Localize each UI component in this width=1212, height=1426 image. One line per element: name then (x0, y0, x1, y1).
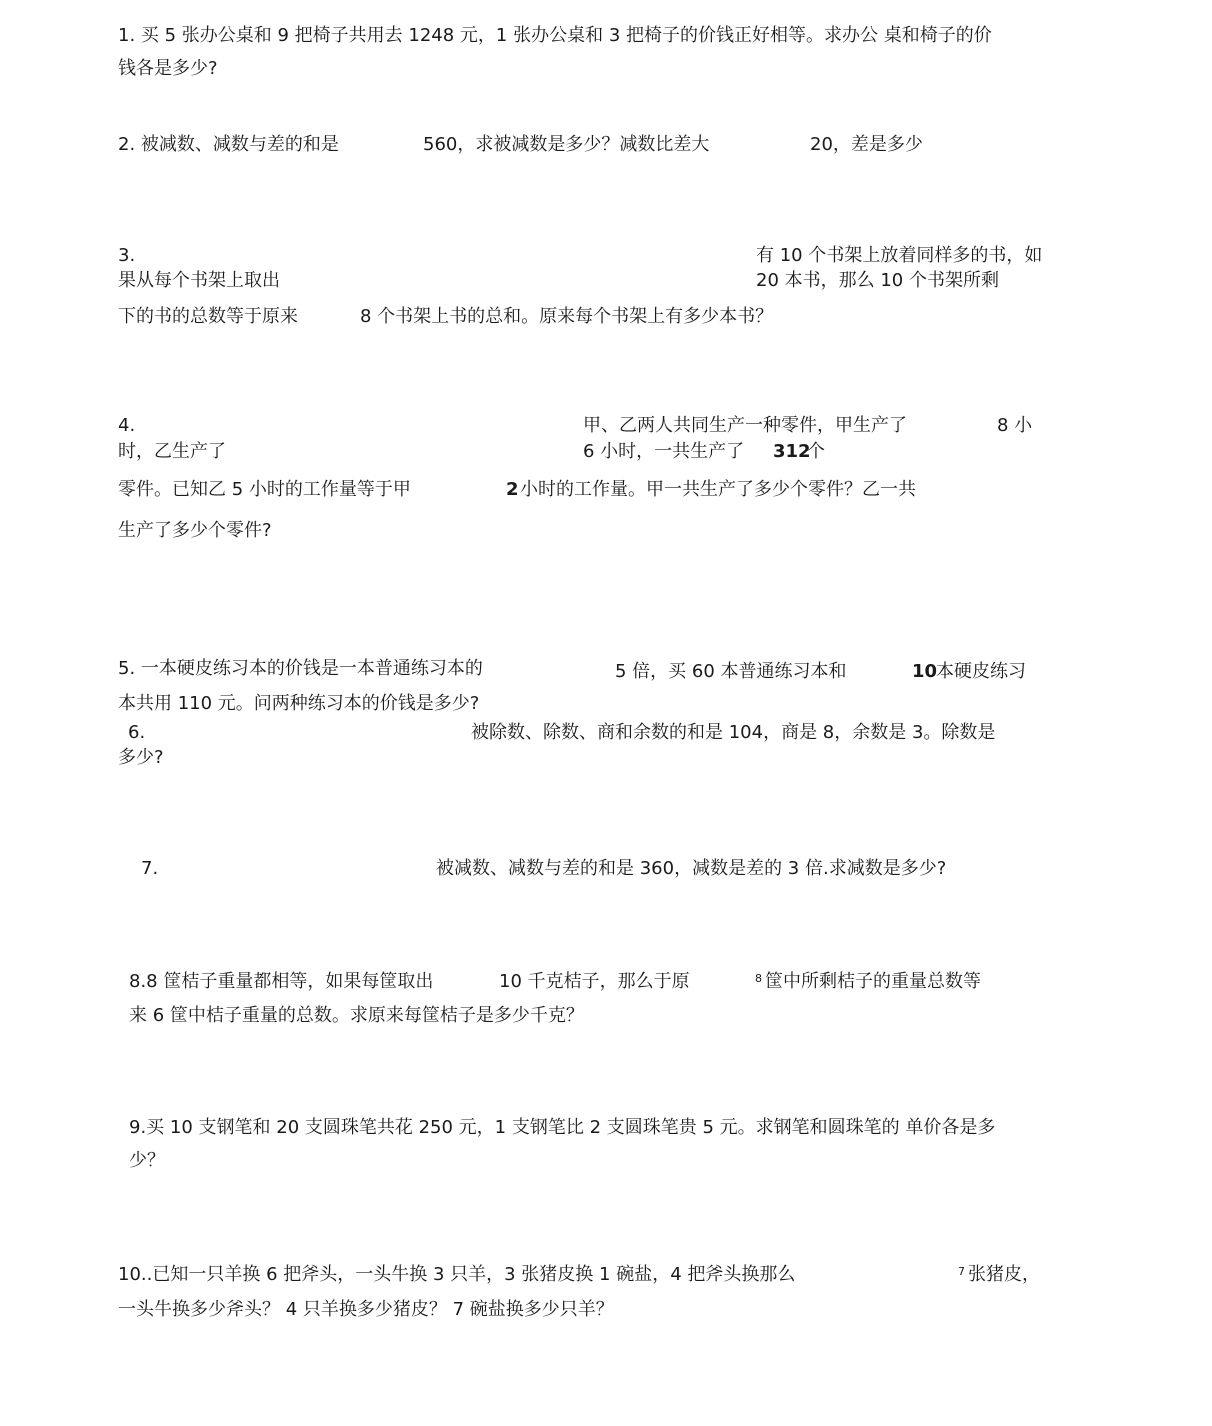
problem-4-part-1: 甲、乙两人共同生产一种零件，甲生产了 (583, 415, 907, 436)
problem-3-part-5: 8 个书架上书的总和。原来每个书架上有多少本书？ (360, 306, 774, 327)
problem-7-number: 7. (141, 858, 159, 879)
problem-7-part-1: 被减数、减数与差的和是 360，减数是差的 3 倍.求减数是多少? (436, 858, 947, 879)
problem-4-part-8: 2 (506, 479, 519, 500)
problem-1-line-1: 1. 买 5 张办公桌和 9 把椅子共用去 1248 元，1 张办公桌和 3 把椅子的价钱正好相等。求办公 桌和椅子的价 (118, 25, 992, 46)
problem-4-part-9: 小时的工作量。甲一共生产了多少个零件？乙一共 (520, 479, 916, 500)
problem-5-part-5: 本共用 110 元。问两种练习本的价钱是多少? (118, 693, 480, 714)
problem-3-part-1: 有 10 个书架上放着同样多的书，如 (756, 245, 1043, 266)
problem-4-number: 4. (118, 415, 136, 436)
problem-6-part-2: 多少? (118, 747, 164, 768)
problem-5-part-4: 本硬皮练习 (936, 661, 1026, 682)
problem-10-part-4: 一头牛换多少斧头？ 4 只羊换多少猪皮？ 7 碗盐换多少只羊？ (118, 1299, 614, 1320)
problem-8-part-3: 8 (755, 972, 762, 985)
problem-6-part-1: 被除数、除数、商和余数的和是 104，商是 8，余数是 3。除数是 (471, 722, 996, 743)
problem-2-part-2: 560，求被减数是多少？减数比差大 (423, 134, 710, 155)
problem-9-line-2: 少？ (129, 1150, 165, 1171)
problem-4-part-3: 时，乙生产了 (118, 441, 226, 462)
problem-3-part-3: 20 本书，那么 10 个书架所剩 (756, 270, 999, 291)
problem-1-line-2: 钱各是多少? (118, 58, 218, 79)
problem-8-part-5: 来 6 筐中桔子重量的总数。求原来每筐桔子是多少千克？ (129, 1005, 584, 1026)
problem-10-part-1: 10..已知一只羊换 6 把斧头，一头牛换 3 只羊，3 张猪皮换 1 碗盐，4 把斧头换那么 (118, 1264, 796, 1285)
problem-10-part-2: 7 (958, 1265, 965, 1278)
problem-8-part-1: 8.8 筐桔子重量都相等，如果每筐取出 (129, 971, 434, 992)
problem-4-part-2: 8 小 (997, 415, 1033, 436)
problem-3-number: 3. (118, 245, 136, 266)
problem-5-part-1: 5. 一本硬皮练习本的价钱是一本普通练习本的 (118, 658, 483, 679)
problem-6-number: 6. (128, 722, 146, 743)
problem-9-line-1: 9.买 10 支钢笔和 20 支圆珠笔共花 250 元，1 支钢笔比 2 支圆珠笔贵 5 元。求钢笔和圆珠笔的 单价各是多 (129, 1117, 996, 1138)
problem-5-part-2: 5 倍，买 60 本普通练习本和 (615, 661, 847, 682)
problem-8-part-2: 10 千克桔子，那么于原 (499, 971, 690, 992)
problem-3-part-2: 果从每个书架上取出 (118, 270, 280, 291)
problem-4-part-7: 零件。已知乙 5 小时的工作量等于甲 (118, 479, 411, 500)
problem-4-part-10: 生产了多少个零件? (118, 520, 272, 541)
problem-4-part-5: 312 (773, 441, 811, 462)
problem-3-part-4: 下的书的总数等于原来 (118, 306, 298, 327)
problem-5-part-3: 10 (912, 661, 938, 682)
problem-8-part-4: 筐中所剩桔子的重量总数等 (765, 971, 981, 992)
problem-2-part-3: 20，差是多少 (810, 134, 923, 155)
problem-2-part-1: 2. 被减数、减数与差的和是 (118, 134, 339, 155)
problem-4-part-4: 6 小时，一共生产了 (583, 441, 745, 462)
problem-4-part-6: 个 (807, 441, 825, 462)
problem-10-part-3: 张猪皮， (968, 1264, 1040, 1285)
